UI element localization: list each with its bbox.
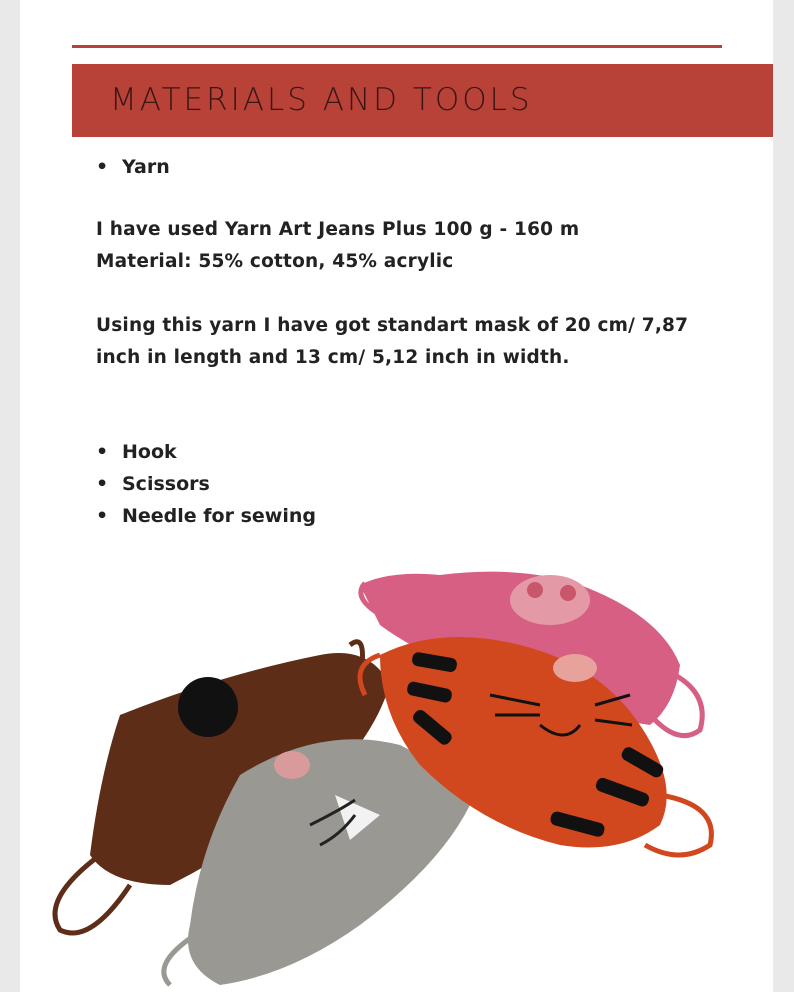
bullet-icon: • (96, 473, 109, 495)
yarn-material-line: Material: 55% cotton, 45% acrylic (96, 251, 454, 272)
list-item-label: Needle for sewing (122, 505, 316, 527)
mask-size-line: inch in length and 13 cm/ 5,12 inch in width. (96, 347, 570, 368)
section-banner (72, 64, 773, 137)
list-item-scissors (96, 472, 210, 496)
list-item-label: Yarn (122, 156, 170, 178)
list-item-yarn (96, 155, 170, 179)
crochet-masks-photo (20, 545, 773, 992)
bullet-icon: • (96, 441, 109, 463)
top-divider (72, 45, 722, 48)
bullet-icon: • (96, 156, 109, 178)
list-item-label: Hook (122, 441, 177, 463)
bullet-icon: • (96, 505, 109, 527)
list-item-needle (96, 504, 316, 528)
mask-size-line: Using this yarn I have got standart mask of 20 cm/ 7,87 (96, 315, 689, 336)
list-item-hook (96, 440, 177, 464)
section-title: MATERIALS AND TOOLS (110, 82, 533, 118)
yarn-description-line: I have used Yarn Art Jeans Plus 100 g - 160 m (96, 219, 580, 240)
list-item-label: Scissors (122, 473, 210, 495)
